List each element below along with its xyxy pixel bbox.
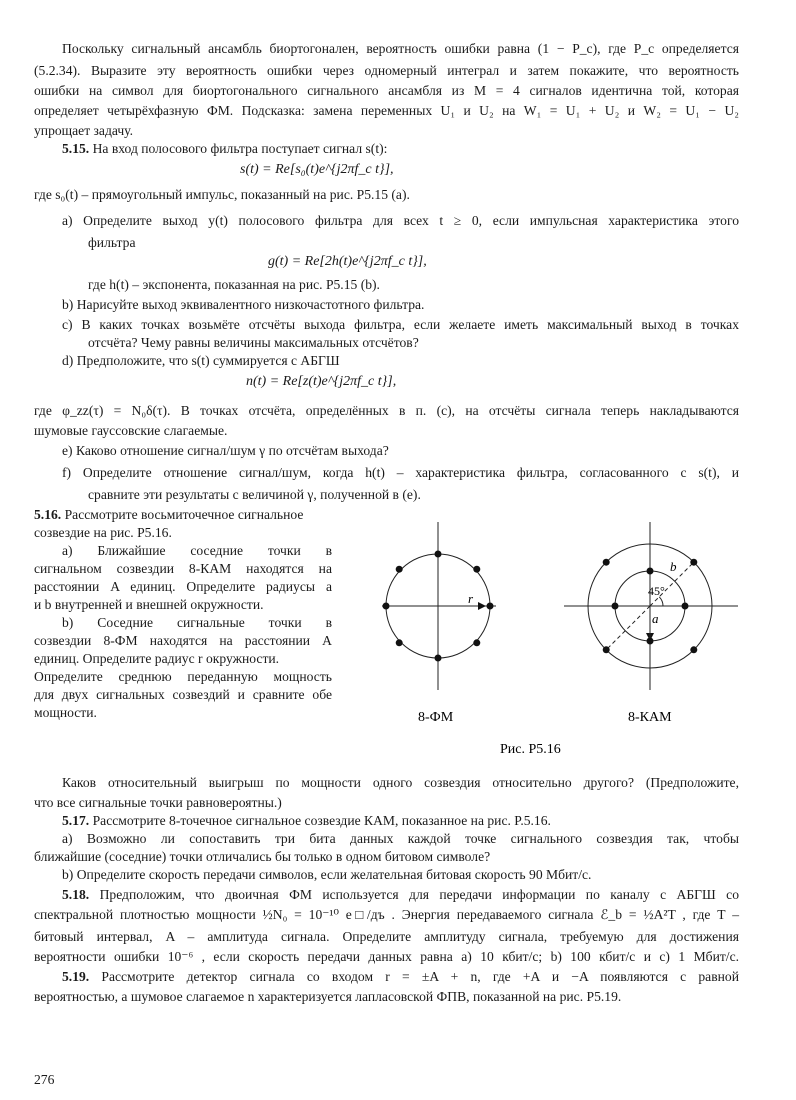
problem-number: 5.17. <box>62 813 90 828</box>
p515-s0-line: где s₀(t) – прямоугольный импульс, показанный на рис. P5.15 (a). <box>34 187 410 202</box>
p516-line-1 <box>34 506 332 524</box>
problem-5-16-text <box>34 506 332 722</box>
problem-text: Рассмотрите 8-точечное сигнальное созвездие КАМ, показанное на рис. P.5.16. <box>92 813 551 828</box>
intro-line-3: ошибки на символ для биортогонального сигнального ансамбля из M = 4 сигналов идентична той, которая <box>34 83 739 98</box>
p516-a-line-2: сигнальном созвездии 8-КАМ находятся на <box>34 561 332 576</box>
problem-number: 5.16. <box>34 507 62 522</box>
p515-a-line-3: где h(t) – экспонента, показанная на рис. P5.15 (b). <box>88 277 380 292</box>
problem-5-15-heading <box>62 140 387 158</box>
p516-l1-text: Рассмотрите восьмиточечное сигнальное <box>64 507 304 522</box>
p515-a-line-2: фильтра <box>88 235 136 250</box>
qam-label-b: b <box>670 559 677 574</box>
equation-n-t: n(t) = Re[z(t)e^{j2πf_c t}], <box>246 374 397 389</box>
problem-5-18-line-1 <box>62 886 739 904</box>
p515-c-line-2: отсчёта? Чему равны величины максимальных отсчётов? <box>88 335 419 350</box>
qam-label-a: a <box>652 611 659 626</box>
psk-point <box>435 655 442 662</box>
qam-point <box>603 559 610 566</box>
constellation-8qam <box>564 522 738 690</box>
intro-line-4: определяет четырёхфазную ФМ. Подсказка: замена переменных U₁ и U₂ на W₁ = U₁ + U₂ и W₂ = U₁ − U₂ <box>34 103 739 118</box>
psk-point <box>473 566 480 573</box>
psk-point <box>473 639 480 646</box>
p515-d-line-2: где φ_zz(τ) = N₀δ(τ). В точках отсчёта, определённых в п. (c), на отсчёты сигнала теперь накладываются <box>34 403 739 418</box>
p516-a-line-1: a) Ближайшие соседние точки в <box>62 543 332 558</box>
p515-f-line-1: f) Определите отношение сигнал/шум, когда h(t) – характеристика фильтра, согласованного с s(t), и <box>62 465 739 480</box>
p516-m-line-3: мощности. <box>34 705 97 720</box>
problem-number: 5.18. <box>62 887 90 902</box>
p516-a-line-3: расстоянии A единиц. Определите радиусы a <box>34 579 332 594</box>
p515-e-line: e) Каково отношение сигнал/шум γ по отсчётам выхода? <box>62 443 389 458</box>
equation-s-t: s(t) = Re[s₀(t)e^{j2πf_c t}], <box>240 162 394 177</box>
psk-point <box>383 603 390 610</box>
figure-caption: Рис. P5.16 <box>500 742 561 757</box>
problem-text: На вход полосового фильтра поступает сигнал s(t): <box>92 141 388 156</box>
p516-a-line-4: и b внутренней и внешней окружности. <box>34 597 264 612</box>
problem-text: Предположим, что двоичная ФМ используется для передачи информации по каналу с АБГШ со <box>99 887 739 902</box>
qam-angle-label: 45° <box>648 584 665 598</box>
p518-line-3: битовый интервал, A – амплитуда сигнала. Определите амплитуду сигнала, требуемую для достижения <box>34 929 739 944</box>
psk-point <box>487 603 494 610</box>
p516-tail-line-2: что все сигнальные точки равновероятны.) <box>34 795 282 810</box>
p517-a-line-1: a) Возможно ли сопоставить три бита данных каждой точке сигнального созвездия так, чтобы <box>62 831 739 846</box>
qam-point <box>682 603 689 610</box>
problem-text: Рассмотрите детектор сигнала со входом r = ±A + n, где +A и −A появляются с равной <box>101 969 739 984</box>
qam-angle-arc <box>659 597 663 606</box>
psk-radius-label: r <box>468 591 474 606</box>
qam-point <box>690 646 697 653</box>
psk-point <box>396 566 403 573</box>
p518-line-2: спектральной плотностью мощности ½N₀ = 10⁻¹⁰ е□/дъ . Энергия передаваемого сигнала ℰ_b = ½A²T , где T – <box>34 907 739 922</box>
qam-point <box>603 646 610 653</box>
problem-5-19-line-1 <box>62 968 739 986</box>
p516-m-line-2: для двух сигнальных созвездий и сравните обе <box>34 687 332 702</box>
psk-point <box>435 551 442 558</box>
p517-a-line-2: ближайшие (соседние) точки отличались бы только в одном битовом символе? <box>34 849 491 864</box>
p519-line-2: вероятностью, а шумовое слагаемое n характеризуется лапласовской ФПВ, показанной на рис. P5.19. <box>34 989 622 1004</box>
qam-point <box>690 559 697 566</box>
psk-point <box>396 639 403 646</box>
qam-point <box>647 568 654 575</box>
p516-line-2: созвездие на рис. P5.16. <box>34 525 172 540</box>
qam-diagonal <box>604 606 650 652</box>
p515-d-line-1: d) Предположите, что s(t) суммируется с АБГШ <box>62 353 340 368</box>
psk-radius-arrowhead <box>478 602 486 610</box>
problem-5-17-heading <box>62 812 551 830</box>
p517-b-line: b) Определите скорость передачи символов, если желательная битовая скорость 90 Мбит/с. <box>62 867 592 882</box>
p515-a-line-1: a) Определите выход y(t) полосового фильтра для всех t ≥ 0, если импульсная характеристика этого <box>62 213 739 228</box>
qam-point <box>612 603 619 610</box>
p516-b-line-1: b) Соседние сигнальные точки в <box>62 615 332 630</box>
intro-line-5: упрощает задачу. <box>34 123 134 138</box>
p515-f-line-2: сравните эти результаты с величиной γ, полученной в (e). <box>88 487 421 502</box>
figure-label-8qam: 8-КАМ <box>628 710 672 725</box>
p516-b-line-3: единиц. Определите радиус r окружности. <box>34 651 280 666</box>
p516-m-line-1: Определите среднюю переданную мощность <box>34 669 332 684</box>
p515-b-line: b) Нарисуйте выход эквивалентного низкочастотного фильтра. <box>62 297 425 312</box>
intro-line-1: Поскольку сигнальный ансамбль биортогонален, вероятность ошибки равна (1 − P_c), где P_c определяется <box>62 41 739 56</box>
problem-number: 5.19. <box>62 969 90 984</box>
figure-p5-16 <box>360 510 740 760</box>
p518-line-4: вероятности ошибки 10⁻⁶ , если скорость передачи данных равна a) 10 кбит/с; b) 100 кбит/с и c) 1 Мбит/с. <box>34 949 739 964</box>
figure-label-8psk: 8-ФМ <box>418 710 454 725</box>
p516-tail-line-1: Каков относительный выигрыш по мощности одного созвездия относительно другого? (Предположите, <box>62 775 739 790</box>
page-number: 276 <box>34 1072 55 1087</box>
problem-number: 5.15. <box>62 141 90 156</box>
p515-d-line-3: шумовые гауссовские слагаемые. <box>34 423 228 438</box>
equation-g-t: g(t) = Re[2h(t)e^{j2πf_c t}], <box>268 254 427 269</box>
p516-b-line-2: созвездии 8-ФМ находятся на расстоянии A <box>34 633 332 648</box>
intro-line-2: (5.2.34). Выразите эту вероятность ошибки через одномерный интеграл и затем покажите, что вероятность <box>34 63 739 78</box>
p515-c-line-1: c) В каких точках возьмёте отсчёты выхода фильтра, если желаете иметь максимальный выход в точках <box>62 317 739 332</box>
